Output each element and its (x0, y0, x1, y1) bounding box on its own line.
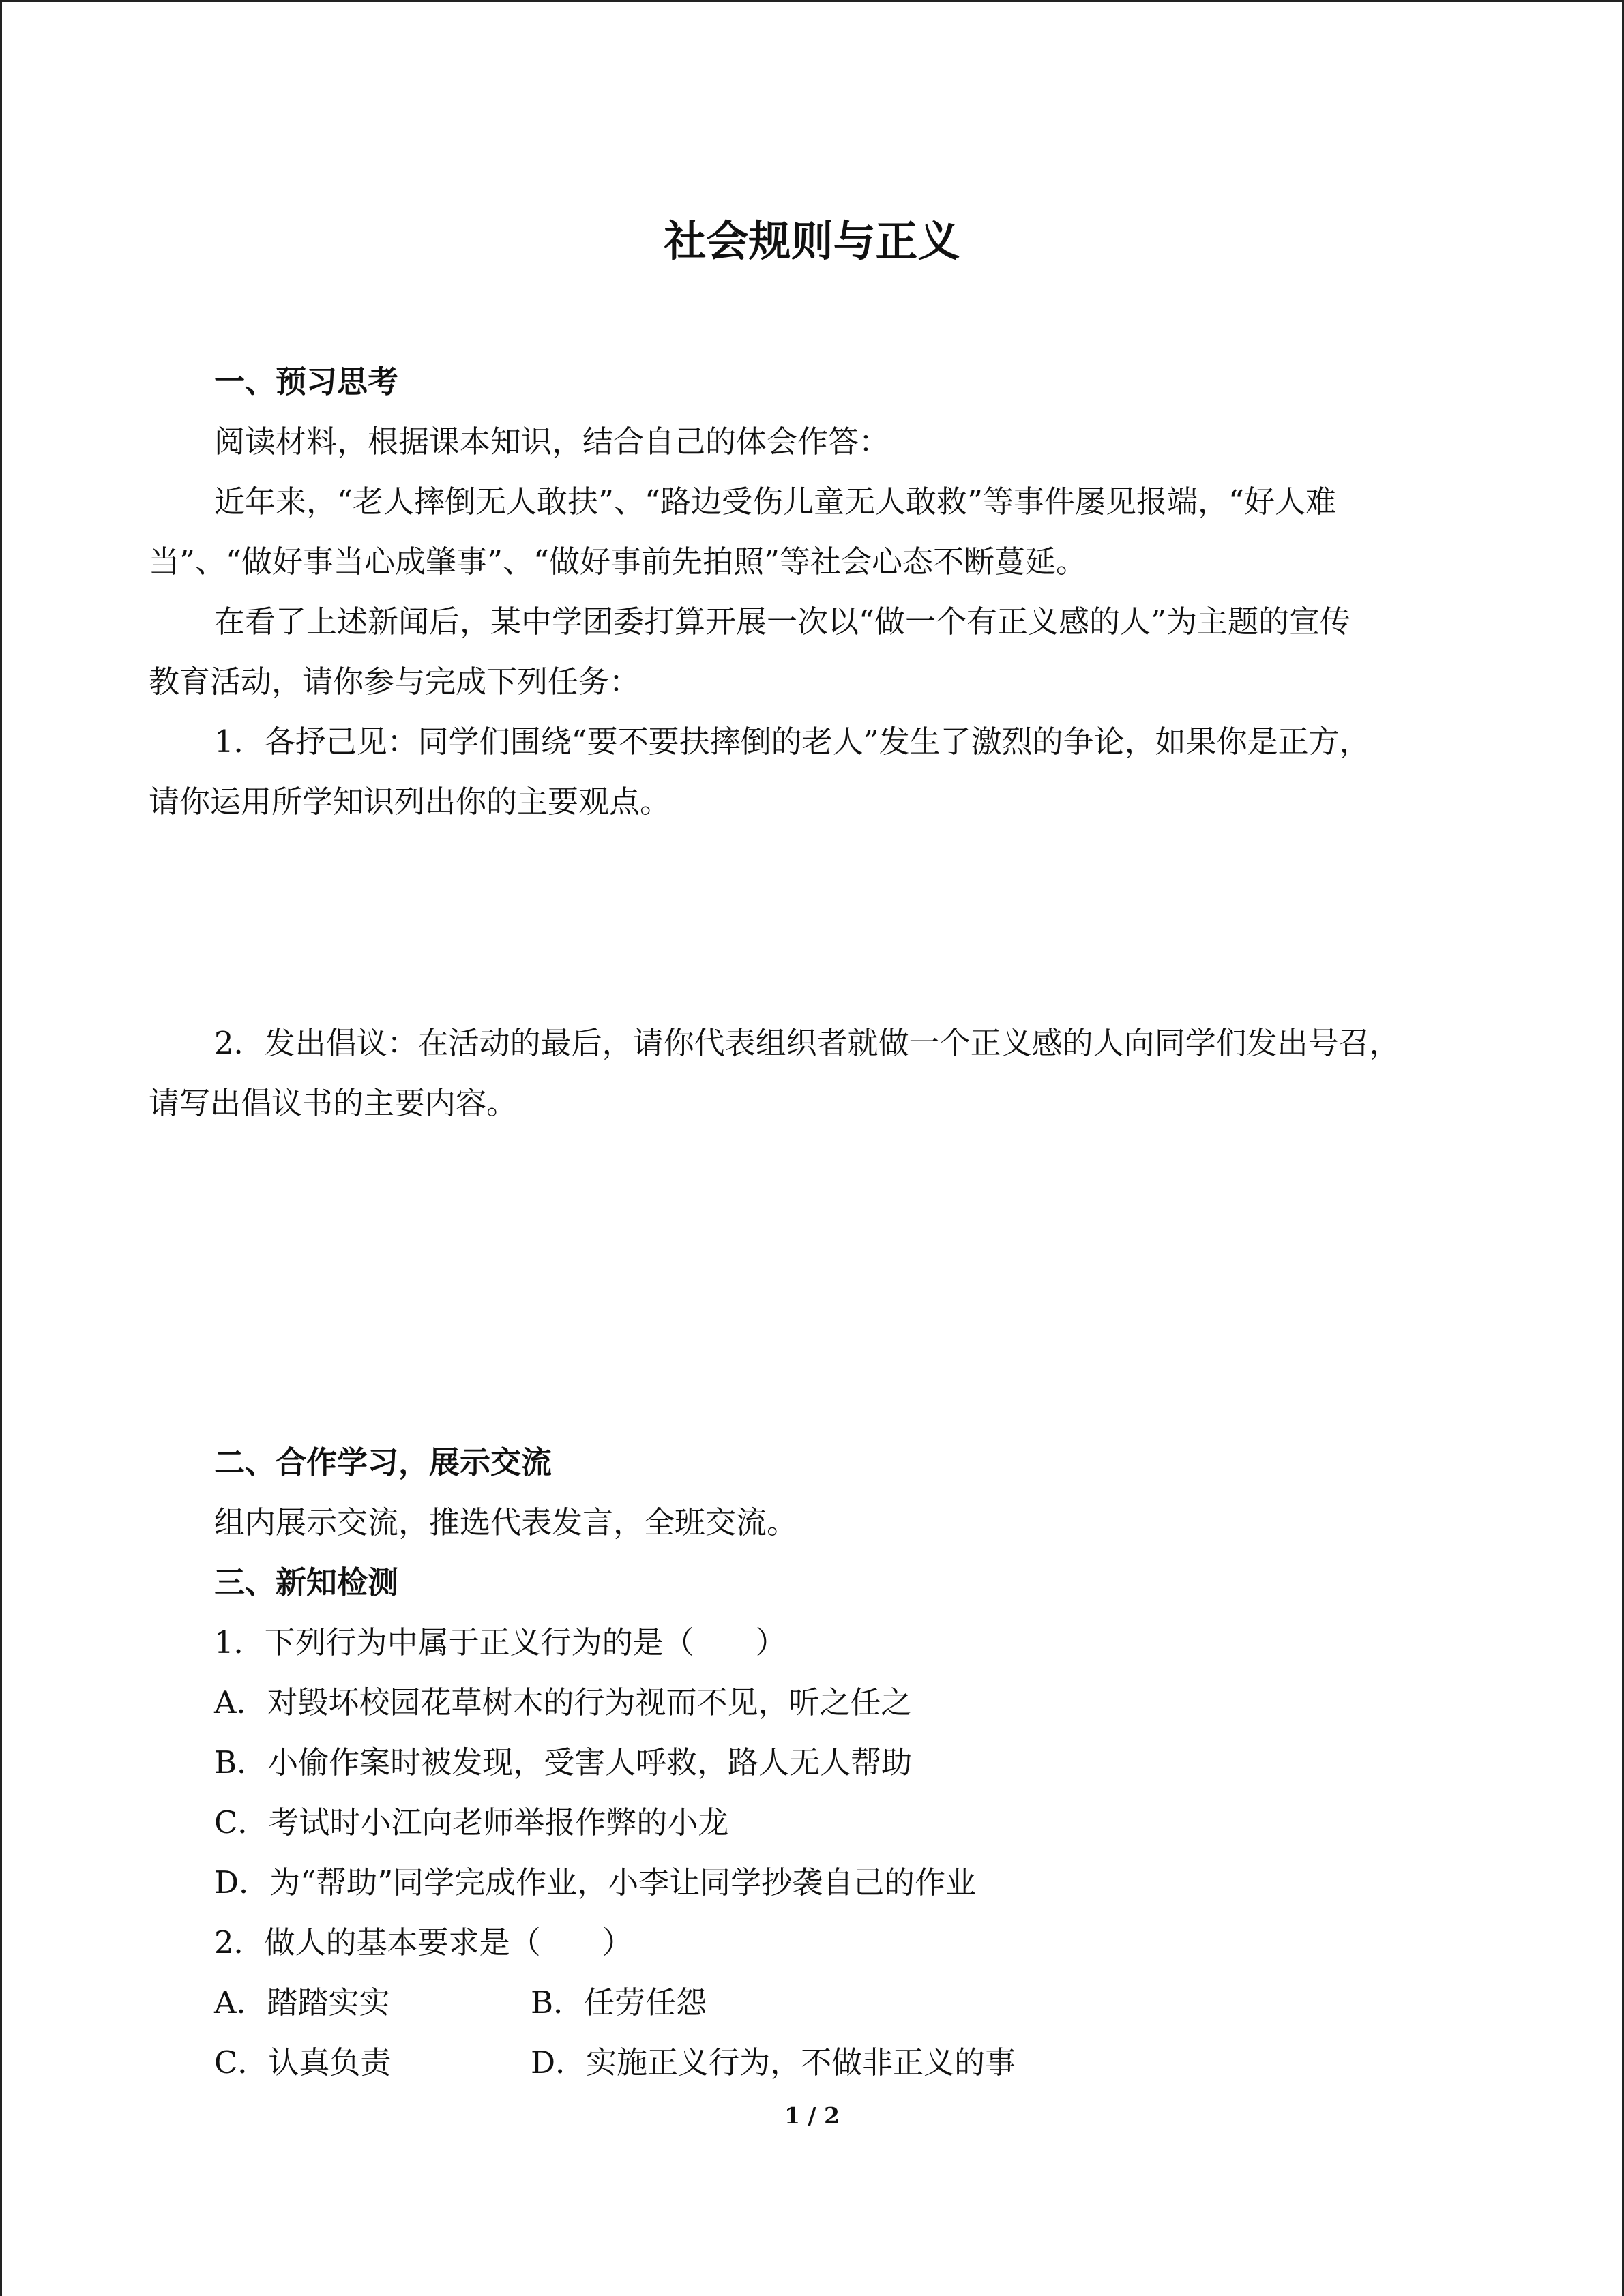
section2-heading: 二、合作学习，展示交流 (214, 1444, 552, 1480)
context-line-1: 在看了上述新闻后，某中学团委打算开展一次以“做一个有正义感的人”为主题的宣传 (214, 603, 1351, 640)
q2-option-c: C．认真负责 (214, 2044, 392, 2081)
task1-line-1: 1．各抒己见：同学们围绕“要不要扶摔倒的老人”发生了激烈的争论，如果你是正方， (214, 724, 1370, 760)
q2-option-a: A．踏踏实实 (214, 1984, 390, 2021)
document-title: 社会规则与正义 (664, 216, 960, 266)
section1-instruction: 阅读材料，根据课本知识，结合自己的体会作答： (214, 423, 890, 460)
task2-line-2: 请写出倡议书的主要内容。 (149, 1085, 518, 1121)
context-line-2: 教育活动，请你参与完成下列任务： (149, 664, 640, 700)
section1-heading: 一、预习思考 (214, 363, 399, 400)
q1-option-d: D．为“帮助”同学完成作业，小李让同学抄袭自己的作业 (214, 1864, 977, 1900)
material-line-1: 近年来，“老人摔倒无人敢扶”、“路边受伤儿童无人敢救”等事件屡见报端，“好人难 (214, 483, 1337, 520)
section2-text: 组内展示交流，推选代表发言，全班交流。 (214, 1504, 798, 1540)
q1-option-a: A．对毁坏校园花草树木的行为视而不见，听之任之 (214, 1684, 912, 1720)
q2-stem: 2．做人的基本要求是（ ） (214, 1924, 633, 1960)
q1-stem: 1．下列行为中属于正义行为的是（ ） (214, 1624, 786, 1660)
task2-line-1: 2．发出倡议：在活动的最后，请你代表组织者就做一个正义感的人向同学们发出号召， (214, 1025, 1400, 1061)
q1-option-c: C．考试时小江向老师举报作弊的小龙 (214, 1804, 729, 1840)
material-line-2: 当”、“做好事当心成肇事”、“做好事前先拍照”等社会心态不断蔓延。 (149, 543, 1087, 580)
q1-option-b: B．小偷作案时被发现，受害人呼救，路人无人帮助 (214, 1744, 913, 1780)
task1-line-2: 请你运用所学知识列出你的主要观点。 (149, 784, 671, 820)
section3-heading: 三、新知检测 (214, 1564, 399, 1600)
q2-option-b: B．任劳任怨 (531, 1984, 707, 2021)
q2-option-d: D．实施正义行为，不做非正义的事 (531, 2044, 1016, 2081)
page-number: 1 / 2 (784, 2102, 840, 2129)
